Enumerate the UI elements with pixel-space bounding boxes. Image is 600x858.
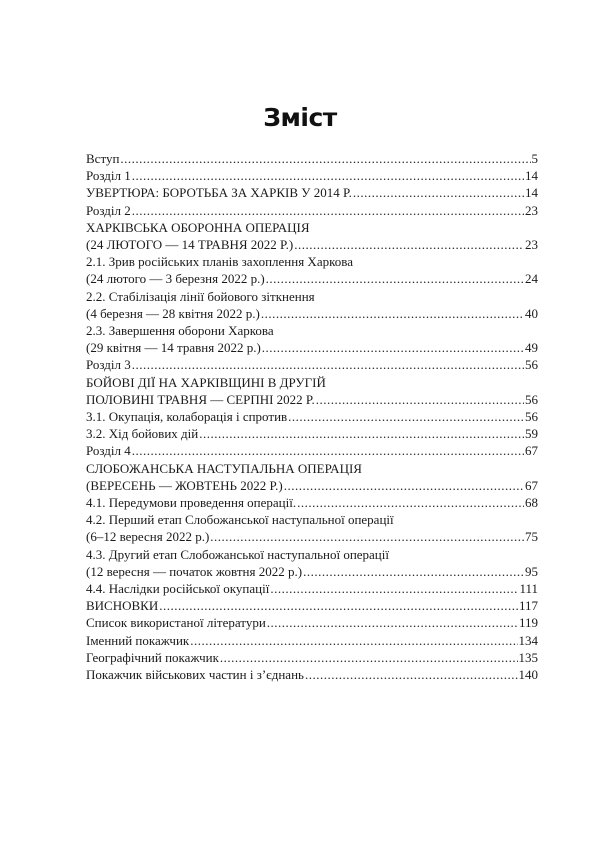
toc-page-number: 49: [525, 340, 538, 356]
toc-entry-text: (4 березня — 28 квітня 2022 р.): [86, 305, 260, 321]
dot-leader: [353, 184, 524, 201]
toc-entry: [86, 150, 538, 167]
toc-entry-text: Список використаної літератури: [86, 615, 266, 631]
toc-entry-text: Розділ 1: [86, 168, 131, 184]
toc-entry-text: Географічний покажчик: [86, 649, 219, 665]
toc-entry-text: УВЕРТЮРА: БОРОТЬБА ЗА ХАРКІВ У 2014 Р.: [86, 185, 352, 201]
toc-entry: [86, 167, 538, 184]
toc-entry: [86, 356, 538, 373]
dot-leader: [284, 477, 524, 494]
dot-leader: [132, 202, 524, 219]
toc-entry-text: Вступ: [86, 151, 120, 166]
toc-page-number: 67: [525, 443, 538, 459]
dot-leader: [262, 339, 524, 356]
dot-leader: [210, 528, 524, 545]
toc-page-number: 56: [525, 391, 538, 407]
toc-entry: [86, 494, 538, 511]
toc-entry-text: (24 лютого — 3 березня 2022 р.): [86, 271, 265, 287]
dot-leader: [267, 614, 518, 631]
toc-entry-text: 3.2. Хід бойових дій: [86, 426, 199, 442]
toc-page-number: 68: [525, 495, 538, 511]
toc-entry: [86, 288, 538, 322]
toc-entry: [86, 322, 538, 356]
toc-entry-text: (24 ЛЮТОГО — 14 ТРАВНЯ 2022 Р.): [86, 237, 294, 253]
toc-entry: [86, 460, 538, 494]
toc-page-number: 119: [518, 615, 538, 631]
toc-entry-text: (6–12 вересня 2022 р.): [86, 529, 210, 545]
toc-entry-text: 2.3. Завершення оборони Харкова: [86, 323, 274, 339]
toc-entry-text: Розділ 2: [86, 202, 131, 218]
dot-leader: [316, 391, 524, 408]
dot-leader: [132, 442, 524, 459]
dot-leader: [132, 356, 524, 373]
toc-entry-text: СЛОБОЖАНСЬКА НАСТУПАЛЬНА ОПЕРАЦІЯ: [86, 460, 362, 476]
toc-entry: [86, 511, 538, 545]
toc-entry: [86, 374, 538, 408]
toc-page-number: 117: [518, 598, 538, 614]
dot-leader: [294, 236, 524, 253]
toc-page-number: 134: [518, 632, 538, 648]
toc-entry: [86, 253, 538, 287]
toc-entry-text: 3.1. Окупація, колаборація і спротив: [86, 409, 288, 425]
dot-leader: [132, 167, 524, 184]
toc-page-number: 24: [525, 271, 538, 287]
toc-page-number: 23: [525, 202, 538, 218]
table-of-contents: [86, 150, 538, 683]
toc-entry-text: 4.2. Перший етап Слобожанської наступальної операції: [86, 512, 394, 528]
dot-leader: [266, 270, 524, 287]
dot-leader: [120, 150, 530, 167]
toc-entry-text: Покажчик військових частин і з’єднань: [86, 667, 304, 683]
toc-entry: [86, 649, 538, 666]
dot-leader: [261, 305, 524, 322]
toc-entry-text: 2.1. Зрив російських планів захоплення Харкова: [86, 254, 353, 270]
toc-page-number: 95: [525, 563, 538, 579]
toc-page-number: 75: [525, 529, 538, 545]
dot-leader: [297, 494, 524, 511]
toc-page-number: 67: [525, 477, 538, 493]
toc-entry: [86, 546, 538, 580]
toc-entry: [86, 219, 538, 253]
toc-entry-text: Іменний покажчик: [86, 632, 190, 648]
toc-page-number: 14: [525, 168, 538, 184]
toc-page-number: 5: [531, 151, 538, 166]
toc-entry-text: 4.3. Другий етап Слобожанської наступальної операції: [86, 546, 389, 562]
dot-leader: [303, 563, 524, 580]
toc-entry: [86, 408, 538, 425]
dot-leader: [270, 580, 518, 597]
toc-page-number: 14: [525, 185, 538, 201]
toc-entry-text: ВИСНОВКИ: [86, 598, 159, 614]
toc-entry: [86, 614, 538, 631]
toc-page-number: 56: [525, 409, 538, 425]
toc-page-number: 140: [518, 667, 538, 683]
toc-entry-text: (12 вересня — початок жовтня 2022 р.): [86, 563, 303, 579]
toc-entry-text: Розділ 4: [86, 443, 131, 459]
toc-entry: [86, 202, 538, 219]
dot-leader: [220, 649, 518, 666]
dot-leader: [305, 666, 518, 683]
toc-page-number: 56: [525, 357, 538, 373]
toc-entry: [86, 184, 538, 201]
toc-entry-text: БОЙОВІ ДІЇ НА ХАРКІВЩИНІ В ДРУГІЙ: [86, 374, 326, 390]
toc-entry-text: 4.1. Передумови проведення операції.: [86, 495, 297, 511]
dot-leader: [159, 597, 518, 614]
toc-entry-text: (29 квітня — 14 травня 2022 р.): [86, 340, 261, 356]
toc-entry-text: 2.2. Стабілізація лінії бойового зіткнення: [86, 288, 315, 304]
toc-page-number: 111: [519, 581, 538, 597]
toc-page-number: 135: [518, 649, 538, 665]
toc-entry: [86, 442, 538, 459]
toc-entry-text: ПОЛОВИНІ ТРАВНЯ — СЕРПНІ 2022 Р.: [86, 391, 315, 407]
toc-entry-text: Розділ 3: [86, 357, 131, 373]
toc-entry: [86, 425, 538, 442]
toc-entry: [86, 597, 538, 614]
dot-leader: [288, 408, 524, 425]
dot-leader: [190, 632, 517, 649]
toc-page-number: 40: [525, 305, 538, 321]
dot-leader: [199, 425, 524, 442]
toc-page-number: 59: [525, 426, 538, 442]
toc-entry: [86, 666, 538, 683]
toc-entry-text: ХАРКІВСЬКА ОБОРОННА ОПЕРАЦІЯ: [86, 219, 310, 235]
toc-entry-text: 4.4. Наслідки російської окупації: [86, 581, 270, 597]
toc-page-number: 23: [525, 237, 538, 253]
toc-title: Зміст: [263, 103, 337, 132]
toc-entry-text: (ВЕРЕСЕНЬ — ЖОВТЕНЬ 2022 Р.): [86, 477, 283, 493]
toc-entry: [86, 580, 538, 597]
toc-entry: [86, 632, 538, 649]
